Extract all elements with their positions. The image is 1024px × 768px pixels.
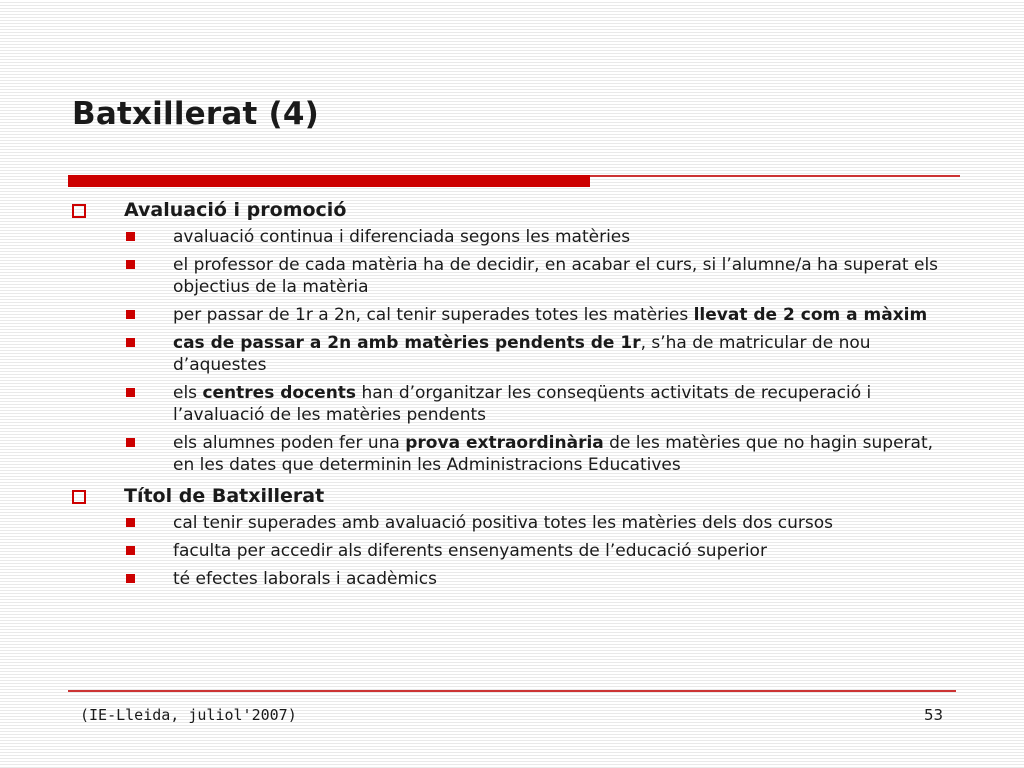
list-item-text: faculta per accedir als diferents ensenyaments de l’educació superior	[173, 541, 767, 561]
bullet-list	[0, 512, 1024, 590]
list-item	[0, 512, 948, 534]
hollow-square-bullet-icon	[72, 490, 86, 504]
list-item-text: han d’organitzar les conseqüents activitats de recuperació i l’avaluació de les matèries pendents	[173, 383, 872, 425]
list-item-text: de les matèries que no hagin superat, en les dates que determinin les Administracions Educatives	[173, 433, 934, 475]
filled-square-bullet-icon	[126, 438, 135, 447]
section-heading	[0, 196, 1024, 224]
hollow-square-bullet-icon	[72, 204, 86, 218]
list-item-emphasis: prova extraordinària	[405, 433, 604, 453]
section-heading-text: Títol de Batxillerat	[124, 485, 325, 507]
page-number: 53	[924, 706, 944, 724]
list-item-emphasis: cas de passar a 2n amb matèries pendents de 1r	[173, 333, 641, 353]
slide-title: Batxillerat (4)	[72, 96, 319, 132]
list-item-emphasis: llevat de 2 com a màxim	[693, 305, 928, 325]
filled-square-bullet-icon	[126, 260, 135, 269]
title-underline-thick	[68, 175, 590, 187]
list-item	[0, 332, 948, 376]
list-item-text: el professor de cada matèria ha de decidir, en acabar el curs, si l’alumne/a ha superat els objectius de la matèria	[173, 255, 939, 297]
list-item-text: els	[173, 383, 203, 403]
filled-square-bullet-icon	[126, 338, 135, 347]
filled-square-bullet-icon	[126, 574, 135, 583]
list-item-text: cal tenir superades amb avaluació positiva totes les matèries dels dos cursos	[173, 513, 833, 533]
section-heading-text: Avaluació i promoció	[124, 199, 347, 221]
list-item	[0, 540, 948, 562]
footer-source: (IE-Lleida, juliol'2007)	[80, 706, 297, 724]
bullet-list	[0, 226, 1024, 476]
list-item-text: els alumnes poden fer una	[173, 433, 406, 453]
list-item	[0, 254, 948, 298]
title-underline-thin	[590, 175, 960, 177]
filled-square-bullet-icon	[126, 310, 135, 319]
list-item-emphasis: centres docents	[202, 383, 357, 403]
list-item-text: per passar de 1r a 2n, cal tenir superades totes les matèries	[173, 305, 694, 325]
list-item	[0, 304, 948, 326]
filled-square-bullet-icon	[126, 388, 135, 397]
filled-square-bullet-icon	[126, 546, 135, 555]
list-item	[0, 382, 948, 426]
section-heading	[0, 482, 1024, 510]
list-item-text: té efectes laborals i acadèmics	[173, 569, 437, 589]
list-item-text: , s’ha de matricular de nou d’aquestes	[173, 333, 871, 375]
list-item-text: avaluació continua i diferenciada segons les matèries	[173, 227, 631, 247]
footer-divider	[68, 690, 956, 692]
slide-content	[0, 196, 1024, 596]
list-item	[0, 226, 948, 248]
filled-square-bullet-icon	[126, 232, 135, 241]
list-item	[0, 432, 948, 476]
list-item	[0, 568, 948, 590]
filled-square-bullet-icon	[126, 518, 135, 527]
